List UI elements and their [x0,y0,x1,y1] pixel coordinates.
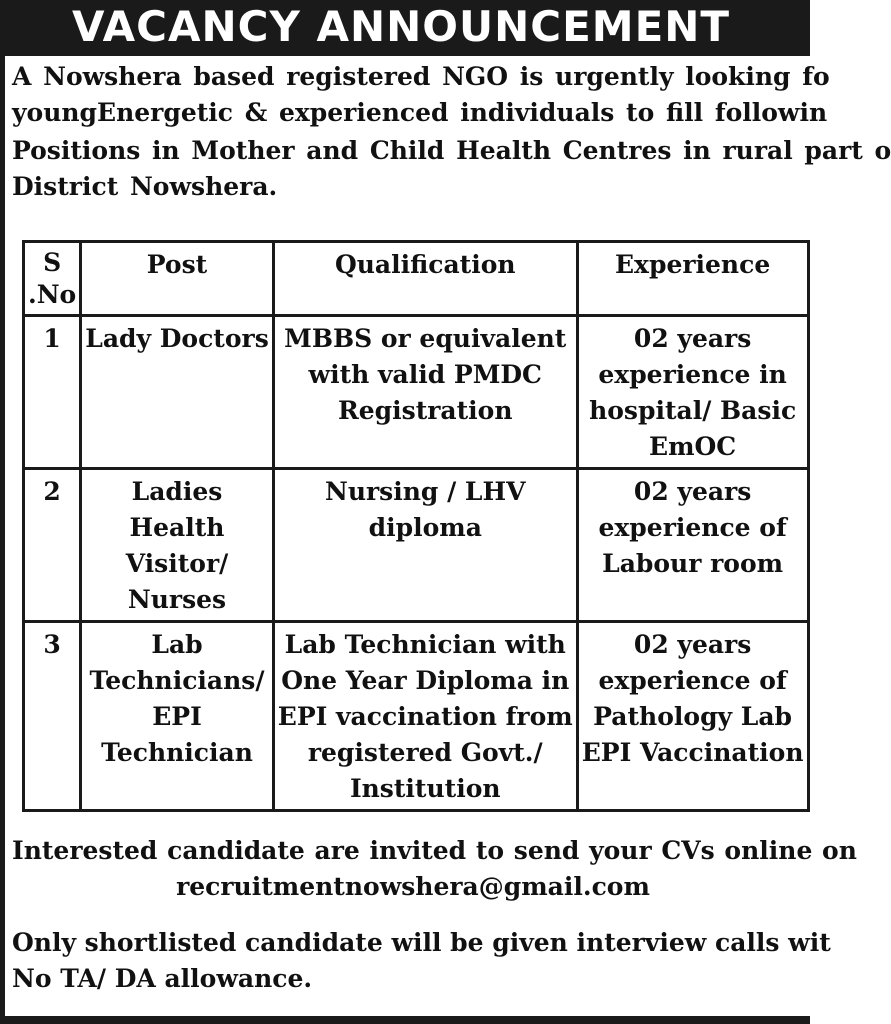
cell-line: diploma [368,513,482,542]
cell-line: Lab [151,630,203,659]
header-banner [0,0,810,56]
cell-sno: 1 [24,316,81,469]
cell-line: One Year Diploma in [281,666,570,695]
cell-line: EPI [152,702,202,731]
cell-line: Technicians/ [89,666,265,695]
table-row [24,469,809,622]
table-row [24,622,809,811]
cell-line: experience of [598,666,787,695]
cell-post [81,316,274,469]
cell-line: EPI Vaccination [581,738,804,767]
cell-post [81,469,274,622]
cell-experience [577,316,808,469]
intro-line-3: Positions in Mother and Child Health Centres in rural part o [12,136,891,165]
note-line-2: No TA/ DA allowance. [12,964,313,993]
cell-line: Registration [337,396,513,425]
cell-line: registered Govt./ [307,738,543,767]
cell-line: EmOC [649,432,737,461]
cell-line: 02 years [633,324,752,353]
cell-line: Technician [101,738,253,767]
cell-line: Nursing / LHV [324,477,526,506]
contact-email[interactable]: recruitmentnowshera@gmail.com [176,872,650,901]
header-sno-line: .No [28,280,77,309]
table-row [24,316,809,469]
cell-line: experience of [598,513,787,542]
cell-sno: 3 [24,622,81,811]
cell-line: with valid PMDC [308,360,542,389]
cell-line: Health [129,513,225,542]
cell-line: Lady Doctors [85,324,269,353]
cell-qualification [273,469,577,622]
cell-experience [577,622,808,811]
cell-line: Lab Technician with [284,630,566,659]
cell-line: Labour room [602,549,784,578]
bottom-border-rule [0,1016,810,1024]
contact-instructions: Interested candidate are invited to send your CVs online on [12,836,857,865]
cell-post [81,622,274,811]
table-header-row [24,242,809,316]
cell-line: experience in [598,360,787,389]
vacancy-table [22,240,810,812]
cell-line: Nurses [127,585,227,614]
cell-line: EPI vaccination from [277,702,573,731]
cell-line: Ladies [131,477,223,506]
header-experience: Experience [577,242,808,316]
cell-line: 02 years [633,477,752,506]
header-qualification: Qualification [273,242,577,316]
intro-line-4: District Nowshera. [12,172,278,201]
cell-sno: 2 [24,469,81,622]
intro-line-2: youngEnergetic & experienced individuals to fill followin [12,98,828,127]
cell-line: Pathology Lab [593,702,793,731]
header-post: Post [81,242,274,316]
cell-line: Visitor/ [125,549,229,578]
cell-line: 02 years [633,630,752,659]
header-sno-line: S [43,248,62,277]
intro-line-1: A Nowshera based registered NGO is urgently looking fo [12,62,830,91]
cell-experience [577,469,808,622]
cell-line: Institution [349,774,501,803]
cell-qualification [273,316,577,469]
page-title: VACANCY ANNOUNCEMENT [72,2,731,51]
cell-qualification [273,622,577,811]
header-sno [24,242,81,316]
cell-line: hospital/ Basic [589,396,797,425]
note-line-1: Only shortlisted candidate will be given interview calls wit [12,928,831,957]
cell-line: MBBS or equivalent [284,324,567,353]
